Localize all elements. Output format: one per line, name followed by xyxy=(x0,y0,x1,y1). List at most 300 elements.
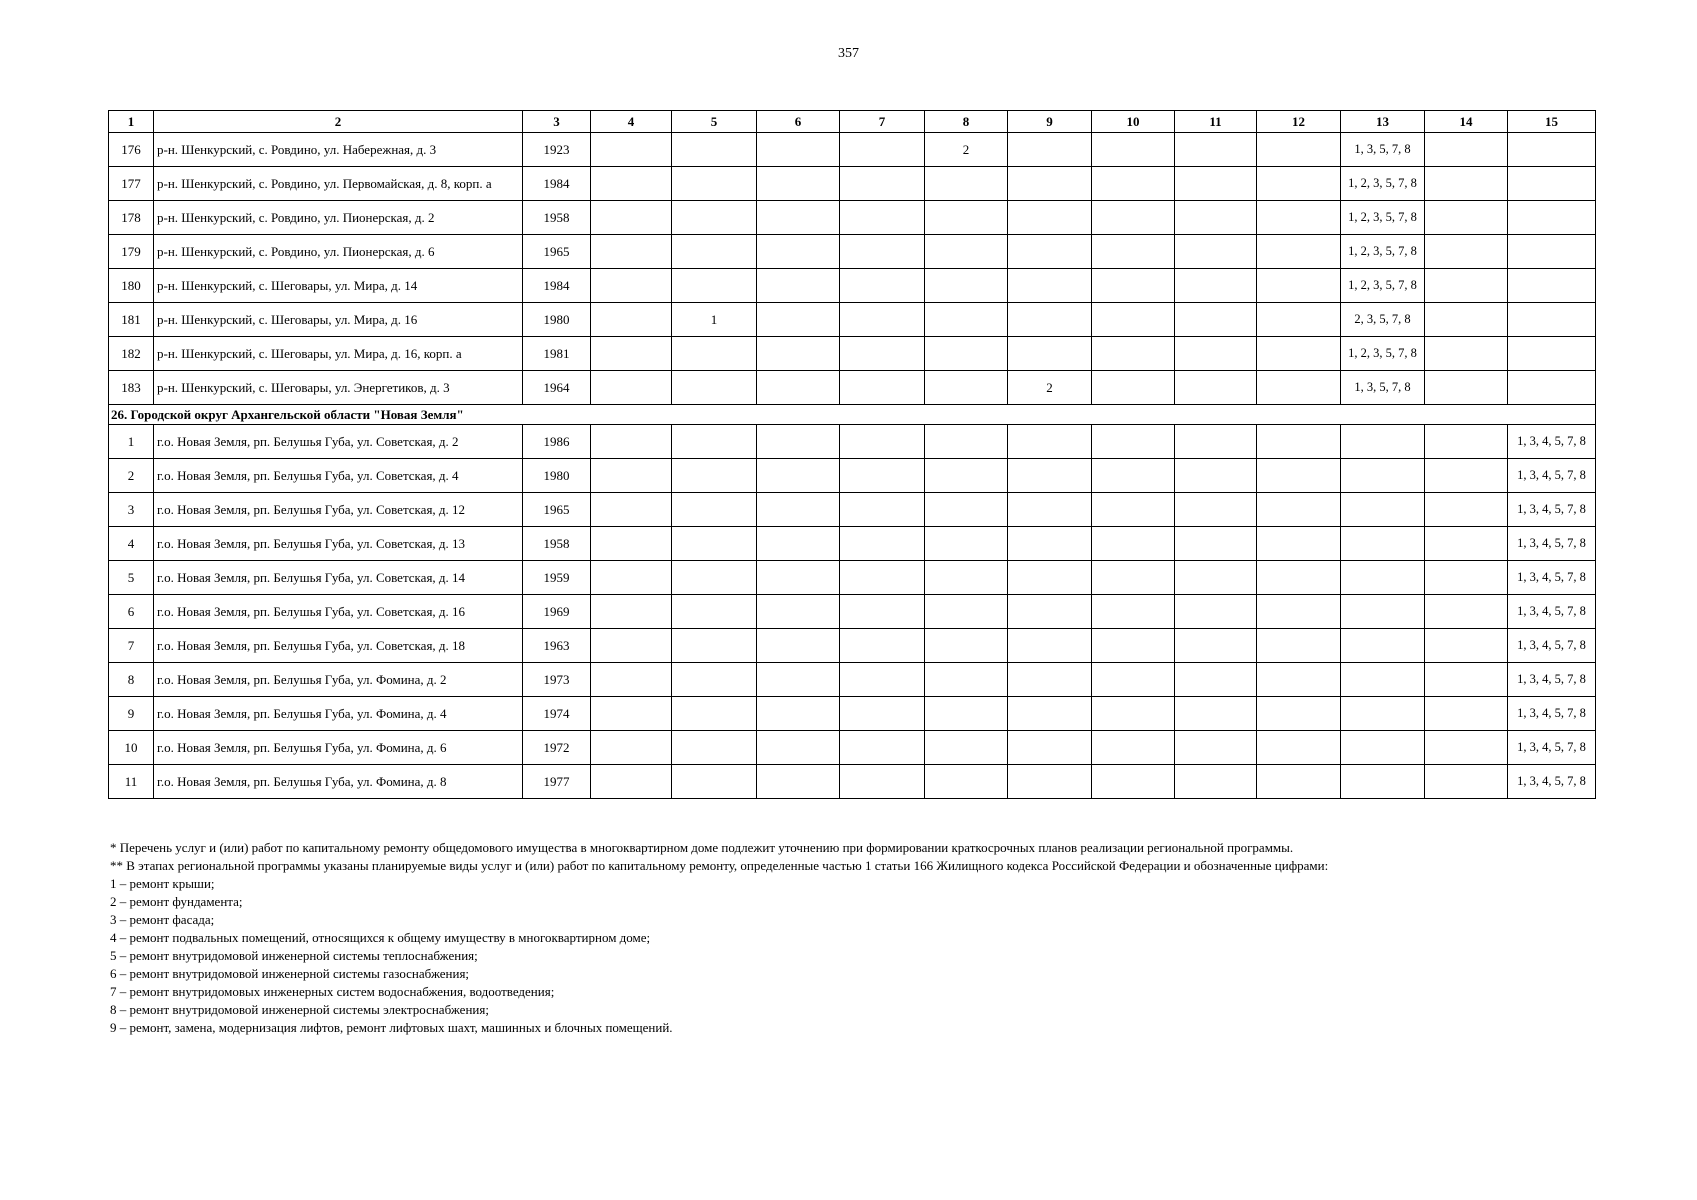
stage-cell-11 xyxy=(1175,235,1257,269)
stage-cell-11 xyxy=(1175,133,1257,167)
stage-cell-13: 1, 2, 3, 5, 7, 8 xyxy=(1341,167,1425,201)
stage-cell-14 xyxy=(1425,663,1508,697)
stage-cell-6 xyxy=(757,201,840,235)
stage-cell-7 xyxy=(840,629,925,663)
column-header-4: 4 xyxy=(591,111,672,133)
stage-cell-9 xyxy=(1008,235,1092,269)
stage-cell-14 xyxy=(1425,201,1508,235)
stage-cell-12 xyxy=(1257,527,1341,561)
stage-cell-13 xyxy=(1341,595,1425,629)
stage-cell-9 xyxy=(1008,493,1092,527)
stage-cell-10 xyxy=(1092,201,1175,235)
stage-cell-10 xyxy=(1092,561,1175,595)
stage-cell-4 xyxy=(591,133,672,167)
footnote-line: ** В этапах региональной программы указаны планируемые виды услуг и (или) работ по капитальному ремонту, определенные частью 1 статьи 166 Жилищного кодекса Российской Федерации и обозначенные цифрами: xyxy=(110,858,1329,873)
stage-cell-15: 1, 3, 4, 5, 7, 8 xyxy=(1508,459,1596,493)
stage-cell-11 xyxy=(1175,167,1257,201)
row-number-cell: 10 xyxy=(109,731,154,765)
stage-cell-10 xyxy=(1092,269,1175,303)
stage-cell-12 xyxy=(1257,629,1341,663)
stage-cell-5 xyxy=(672,697,757,731)
row-number-cell: 177 xyxy=(109,167,154,201)
stage-cell-6 xyxy=(757,697,840,731)
stage-cell-14 xyxy=(1425,765,1508,799)
stage-cell-12 xyxy=(1257,561,1341,595)
column-header-10: 10 xyxy=(1092,111,1175,133)
row-number-cell: 180 xyxy=(109,269,154,303)
stage-cell-13: 1, 2, 3, 5, 7, 8 xyxy=(1341,337,1425,371)
table-row xyxy=(109,167,1596,201)
stage-cell-8 xyxy=(925,303,1008,337)
stage-cell-14 xyxy=(1425,493,1508,527)
stage-cell-7 xyxy=(840,425,925,459)
stage-cell-5 xyxy=(672,371,757,405)
year-cell: 1969 xyxy=(523,595,591,629)
stage-cell-8 xyxy=(925,663,1008,697)
row-number-cell: 179 xyxy=(109,235,154,269)
stage-cell-9 xyxy=(1008,201,1092,235)
stage-cell-14 xyxy=(1425,269,1508,303)
stage-cell-14 xyxy=(1425,133,1508,167)
address-cell: р-н. Шенкурский, с. Шеговары, ул. Мира, д. 16, корп. а xyxy=(154,337,523,371)
year-cell: 1981 xyxy=(523,337,591,371)
column-header-9: 9 xyxy=(1008,111,1092,133)
row-number-cell: 9 xyxy=(109,697,154,731)
year-cell: 1980 xyxy=(523,303,591,337)
row-number-cell: 4 xyxy=(109,527,154,561)
stage-cell-9 xyxy=(1008,663,1092,697)
stage-cell-4 xyxy=(591,527,672,561)
column-header-13: 13 xyxy=(1341,111,1425,133)
stage-cell-8 xyxy=(925,765,1008,799)
stage-cell-15 xyxy=(1508,269,1596,303)
stage-cell-14 xyxy=(1425,731,1508,765)
stage-cell-12 xyxy=(1257,269,1341,303)
stage-cell-9: 2 xyxy=(1008,371,1092,405)
stage-cell-15: 1, 3, 4, 5, 7, 8 xyxy=(1508,493,1596,527)
stage-cell-4 xyxy=(591,235,672,269)
stage-cell-5 xyxy=(672,133,757,167)
row-number-cell: 183 xyxy=(109,371,154,405)
stage-cell-8 xyxy=(925,629,1008,663)
stage-cell-4 xyxy=(591,629,672,663)
row-number-cell: 5 xyxy=(109,561,154,595)
year-cell: 1986 xyxy=(523,425,591,459)
row-number-cell: 3 xyxy=(109,493,154,527)
row-number-cell: 176 xyxy=(109,133,154,167)
stage-cell-11 xyxy=(1175,459,1257,493)
stage-cell-10 xyxy=(1092,595,1175,629)
stage-cell-5 xyxy=(672,269,757,303)
stage-cell-13: 2, 3, 5, 7, 8 xyxy=(1341,303,1425,337)
address-cell: г.о. Новая Земля, рп. Белушья Губа, ул. Советская, д. 12 xyxy=(154,493,523,527)
stage-cell-13 xyxy=(1341,561,1425,595)
stage-cell-12 xyxy=(1257,371,1341,405)
stage-cell-11 xyxy=(1175,303,1257,337)
stage-cell-4 xyxy=(591,201,672,235)
stage-cell-5 xyxy=(672,765,757,799)
stage-cell-5 xyxy=(672,167,757,201)
stage-cell-15: 1, 3, 4, 5, 7, 8 xyxy=(1508,765,1596,799)
stage-cell-13 xyxy=(1341,765,1425,799)
year-cell: 1964 xyxy=(523,371,591,405)
stage-cell-4 xyxy=(591,425,672,459)
stage-cell-4 xyxy=(591,731,672,765)
stage-cell-5 xyxy=(672,493,757,527)
stage-cell-14 xyxy=(1425,697,1508,731)
stage-cell-10 xyxy=(1092,663,1175,697)
stage-cell-14 xyxy=(1425,459,1508,493)
stage-cell-4 xyxy=(591,337,672,371)
stage-cell-15 xyxy=(1508,371,1596,405)
stage-cell-13: 1, 3, 5, 7, 8 xyxy=(1341,133,1425,167)
stage-cell-10 xyxy=(1092,167,1175,201)
year-cell: 1977 xyxy=(523,765,591,799)
stage-cell-8 xyxy=(925,561,1008,595)
stage-cell-6 xyxy=(757,561,840,595)
stage-cell-5 xyxy=(672,629,757,663)
stage-cell-10 xyxy=(1092,493,1175,527)
stage-cell-15 xyxy=(1508,201,1596,235)
stage-cell-15: 1, 3, 4, 5, 7, 8 xyxy=(1508,561,1596,595)
stage-cell-11 xyxy=(1175,629,1257,663)
stage-cell-6 xyxy=(757,235,840,269)
column-header-15: 15 xyxy=(1508,111,1596,133)
footnote-line: 7 – ремонт внутридомовых инженерных систем водоснабжения, водоотведения; xyxy=(110,984,555,999)
column-header-3: 3 xyxy=(523,111,591,133)
stage-cell-15 xyxy=(1508,133,1596,167)
table-row xyxy=(109,371,1596,405)
stage-cell-7 xyxy=(840,303,925,337)
year-cell: 1963 xyxy=(523,629,591,663)
stage-cell-8 xyxy=(925,595,1008,629)
stage-cell-7 xyxy=(840,595,925,629)
stage-cell-10 xyxy=(1092,765,1175,799)
stage-cell-7 xyxy=(840,201,925,235)
stage-cell-13 xyxy=(1341,629,1425,663)
stage-cell-6 xyxy=(757,269,840,303)
address-cell: г.о. Новая Земля, рп. Белушья Губа, ул. Советская, д. 14 xyxy=(154,561,523,595)
stage-cell-10 xyxy=(1092,235,1175,269)
address-cell: г.о. Новая Земля, рп. Белушья Губа, ул. Советская, д. 16 xyxy=(154,595,523,629)
footnote-line: 9 – ремонт, замена, модернизация лифтов, ремонт лифтовых шахт, машинных и блочных помещений. xyxy=(110,1020,673,1035)
stage-cell-9 xyxy=(1008,629,1092,663)
stage-cell-14 xyxy=(1425,337,1508,371)
stage-cell-14 xyxy=(1425,561,1508,595)
stage-cell-10 xyxy=(1092,459,1175,493)
stage-cell-15: 1, 3, 4, 5, 7, 8 xyxy=(1508,663,1596,697)
stage-cell-8 xyxy=(925,731,1008,765)
stage-cell-11 xyxy=(1175,663,1257,697)
footnote-line: 2 – ремонт фундамента; xyxy=(110,894,243,909)
address-cell: г.о. Новая Земля, рп. Белушья Губа, ул. Советская, д. 13 xyxy=(154,527,523,561)
stage-cell-7 xyxy=(840,167,925,201)
address-cell: р-н. Шенкурский, с. Ровдино, ул. Пионерская, д. 2 xyxy=(154,201,523,235)
stage-cell-7 xyxy=(840,697,925,731)
stage-cell-15: 1, 3, 4, 5, 7, 8 xyxy=(1508,629,1596,663)
stage-cell-7 xyxy=(840,663,925,697)
table-row xyxy=(109,561,1596,595)
table-row xyxy=(109,425,1596,459)
stage-cell-15 xyxy=(1508,167,1596,201)
stage-cell-6 xyxy=(757,629,840,663)
address-cell: р-н. Шенкурский, с. Шеговары, ул. Энергетиков, д. 3 xyxy=(154,371,523,405)
stage-cell-14 xyxy=(1425,425,1508,459)
table-header xyxy=(109,111,1596,133)
stage-cell-6 xyxy=(757,337,840,371)
stage-cell-7 xyxy=(840,561,925,595)
footnote-line: 4 – ремонт подвальных помещений, относящихся к общему имуществу в многоквартирном доме; xyxy=(110,930,651,945)
stage-cell-12 xyxy=(1257,663,1341,697)
stage-cell-9 xyxy=(1008,527,1092,561)
column-header-8: 8 xyxy=(925,111,1008,133)
year-cell: 1980 xyxy=(523,459,591,493)
year-cell: 1973 xyxy=(523,663,591,697)
stage-cell-12 xyxy=(1257,337,1341,371)
column-header-1: 1 xyxy=(109,111,154,133)
stage-cell-8 xyxy=(925,459,1008,493)
address-cell: р-н. Шенкурский, с. Ровдино, ул. Набережная, д. 3 xyxy=(154,133,523,167)
stage-cell-15: 1, 3, 4, 5, 7, 8 xyxy=(1508,425,1596,459)
table-row xyxy=(109,303,1596,337)
stage-cell-9 xyxy=(1008,459,1092,493)
table-row xyxy=(109,697,1596,731)
stage-cell-9 xyxy=(1008,561,1092,595)
address-cell: г.о. Новая Земля, рп. Белушья Губа, ул. Советская, д. 2 xyxy=(154,425,523,459)
stage-cell-13 xyxy=(1341,459,1425,493)
stage-cell-15 xyxy=(1508,235,1596,269)
address-cell: г.о. Новая Земля, рп. Белушья Губа, ул. Фомина, д. 2 xyxy=(154,663,523,697)
stage-cell-10 xyxy=(1092,629,1175,663)
row-number-cell: 2 xyxy=(109,459,154,493)
stage-cell-12 xyxy=(1257,167,1341,201)
stage-cell-4 xyxy=(591,493,672,527)
stage-cell-11 xyxy=(1175,527,1257,561)
stage-cell-6 xyxy=(757,303,840,337)
row-number-cell: 1 xyxy=(109,425,154,459)
stage-cell-6 xyxy=(757,493,840,527)
stage-cell-9 xyxy=(1008,167,1092,201)
stage-cell-15: 1, 3, 4, 5, 7, 8 xyxy=(1508,595,1596,629)
stage-cell-5 xyxy=(672,459,757,493)
address-cell: г.о. Новая Земля, рп. Белушья Губа, ул. Советская, д. 18 xyxy=(154,629,523,663)
stage-cell-6 xyxy=(757,527,840,561)
stage-cell-4 xyxy=(591,371,672,405)
stage-cell-5 xyxy=(672,595,757,629)
stage-cell-6 xyxy=(757,731,840,765)
table-row xyxy=(109,459,1596,493)
address-cell: р-н. Шенкурский, с. Ровдино, ул. Пионерская, д. 6 xyxy=(154,235,523,269)
stage-cell-11 xyxy=(1175,765,1257,799)
table-row xyxy=(109,235,1596,269)
stage-cell-8 xyxy=(925,167,1008,201)
stage-cell-6 xyxy=(757,133,840,167)
column-header-7: 7 xyxy=(840,111,925,133)
year-cell: 1923 xyxy=(523,133,591,167)
stage-cell-11 xyxy=(1175,493,1257,527)
year-cell: 1958 xyxy=(523,201,591,235)
stage-cell-6 xyxy=(757,663,840,697)
stage-cell-6 xyxy=(757,167,840,201)
stage-cell-7 xyxy=(840,459,925,493)
stage-cell-9 xyxy=(1008,765,1092,799)
stage-cell-11 xyxy=(1175,337,1257,371)
stage-cell-13: 1, 2, 3, 5, 7, 8 xyxy=(1341,269,1425,303)
stage-cell-10 xyxy=(1092,133,1175,167)
stage-cell-5 xyxy=(672,201,757,235)
stage-cell-4 xyxy=(591,765,672,799)
stage-cell-6 xyxy=(757,595,840,629)
stage-cell-14 xyxy=(1425,303,1508,337)
stage-cell-9 xyxy=(1008,133,1092,167)
stage-cell-13 xyxy=(1341,425,1425,459)
stage-cell-12 xyxy=(1257,731,1341,765)
stage-cell-7 xyxy=(840,337,925,371)
stage-cell-13 xyxy=(1341,493,1425,527)
table-body xyxy=(109,133,1596,799)
year-cell: 1972 xyxy=(523,731,591,765)
column-header-6: 6 xyxy=(757,111,840,133)
table-row xyxy=(109,595,1596,629)
stage-cell-13: 1, 3, 5, 7, 8 xyxy=(1341,371,1425,405)
address-cell: г.о. Новая Земля, рп. Белушья Губа, ул. Советская, д. 4 xyxy=(154,459,523,493)
stage-cell-7 xyxy=(840,371,925,405)
address-cell: г.о. Новая Земля, рп. Белушья Губа, ул. Фомина, д. 8 xyxy=(154,765,523,799)
stage-cell-10 xyxy=(1092,527,1175,561)
address-cell: р-н. Шенкурский, с. Шеговары, ул. Мира, д. 16 xyxy=(154,303,523,337)
stage-cell-8 xyxy=(925,337,1008,371)
stage-cell-5 xyxy=(672,337,757,371)
section-title: 26. Городской округ Архангельской области "Новая Земля" xyxy=(109,405,1596,425)
stage-cell-5 xyxy=(672,235,757,269)
footnote-line: * Перечень услуг и (или) работ по капитальному ремонту общедомового имущества в многоквартирном доме подлежит уточнению при формировании краткосрочных планов реализации региональной программы. xyxy=(110,840,1294,855)
stage-cell-9 xyxy=(1008,595,1092,629)
stage-cell-9 xyxy=(1008,337,1092,371)
stage-cell-13 xyxy=(1341,731,1425,765)
stage-cell-8 xyxy=(925,493,1008,527)
table-row xyxy=(109,731,1596,765)
stage-cell-8 xyxy=(925,527,1008,561)
column-header-11: 11 xyxy=(1175,111,1257,133)
address-cell: р-н. Шенкурский, с. Шеговары, ул. Мира, д. 14 xyxy=(154,269,523,303)
stage-cell-6 xyxy=(757,459,840,493)
stage-cell-13: 1, 2, 3, 5, 7, 8 xyxy=(1341,235,1425,269)
year-cell: 1984 xyxy=(523,269,591,303)
stage-cell-9 xyxy=(1008,697,1092,731)
stage-cell-14 xyxy=(1425,629,1508,663)
stage-cell-12 xyxy=(1257,595,1341,629)
row-number-cell: 182 xyxy=(109,337,154,371)
stage-cell-5 xyxy=(672,731,757,765)
capital-repair-table xyxy=(108,110,1596,799)
stage-cell-6 xyxy=(757,425,840,459)
year-cell: 1965 xyxy=(523,235,591,269)
year-cell: 1965 xyxy=(523,493,591,527)
stage-cell-4 xyxy=(591,663,672,697)
footnote-line: 6 – ремонт внутридомовой инженерной системы газоснабжения; xyxy=(110,966,470,981)
stage-cell-5 xyxy=(672,425,757,459)
stage-cell-12 xyxy=(1257,303,1341,337)
stage-cell-6 xyxy=(757,765,840,799)
footnote-line: 1 – ремонт крыши; xyxy=(110,876,215,891)
stage-cell-11 xyxy=(1175,731,1257,765)
footnotes xyxy=(110,839,1410,1037)
stage-cell-12 xyxy=(1257,493,1341,527)
table-row xyxy=(109,527,1596,561)
stage-cell-11 xyxy=(1175,371,1257,405)
table-row xyxy=(109,493,1596,527)
stage-cell-7 xyxy=(840,527,925,561)
stage-cell-13: 1, 2, 3, 5, 7, 8 xyxy=(1341,201,1425,235)
stage-cell-4 xyxy=(591,269,672,303)
stage-cell-15: 1, 3, 4, 5, 7, 8 xyxy=(1508,697,1596,731)
stage-cell-10 xyxy=(1092,371,1175,405)
stage-cell-15: 1, 3, 4, 5, 7, 8 xyxy=(1508,527,1596,561)
stage-cell-12 xyxy=(1257,133,1341,167)
stage-cell-10 xyxy=(1092,303,1175,337)
row-number-cell: 6 xyxy=(109,595,154,629)
stage-cell-15 xyxy=(1508,303,1596,337)
table-row xyxy=(109,629,1596,663)
stage-cell-5 xyxy=(672,663,757,697)
column-header-12: 12 xyxy=(1257,111,1341,133)
stage-cell-14 xyxy=(1425,595,1508,629)
stage-cell-7 xyxy=(840,235,925,269)
stage-cell-4 xyxy=(591,459,672,493)
row-number-cell: 8 xyxy=(109,663,154,697)
stage-cell-11 xyxy=(1175,425,1257,459)
year-cell: 1974 xyxy=(523,697,591,731)
address-cell: г.о. Новая Земля, рп. Белушья Губа, ул. Фомина, д. 4 xyxy=(154,697,523,731)
stage-cell-11 xyxy=(1175,201,1257,235)
row-number-cell: 7 xyxy=(109,629,154,663)
stage-cell-12 xyxy=(1257,235,1341,269)
stage-cell-8 xyxy=(925,697,1008,731)
address-cell: р-н. Шенкурский, с. Ровдино, ул. Первомайская, д. 8, корп. а xyxy=(154,167,523,201)
stage-cell-8 xyxy=(925,371,1008,405)
stage-cell-5 xyxy=(672,561,757,595)
row-number-cell: 11 xyxy=(109,765,154,799)
stage-cell-9 xyxy=(1008,425,1092,459)
column-header-14: 14 xyxy=(1425,111,1508,133)
page-number: 357 xyxy=(838,46,859,61)
stage-cell-8 xyxy=(925,425,1008,459)
stage-cell-5 xyxy=(672,527,757,561)
row-number-cell: 178 xyxy=(109,201,154,235)
stage-cell-14 xyxy=(1425,527,1508,561)
table-row xyxy=(109,663,1596,697)
stage-cell-8: 2 xyxy=(925,133,1008,167)
stage-cell-4 xyxy=(591,303,672,337)
stage-cell-4 xyxy=(591,595,672,629)
stage-cell-14 xyxy=(1425,371,1508,405)
stage-cell-4 xyxy=(591,697,672,731)
section-row xyxy=(109,405,1596,425)
header-row xyxy=(109,111,1596,133)
stage-cell-12 xyxy=(1257,697,1341,731)
stage-cell-10 xyxy=(1092,697,1175,731)
stage-cell-7 xyxy=(840,731,925,765)
address-cell: г.о. Новая Земля, рп. Белушья Губа, ул. Фомина, д. 6 xyxy=(154,731,523,765)
stage-cell-13 xyxy=(1341,697,1425,731)
stage-cell-8 xyxy=(925,235,1008,269)
footnote-line: 8 – ремонт внутридомовой инженерной системы электроснабжения; xyxy=(110,1002,489,1017)
stage-cell-12 xyxy=(1257,425,1341,459)
stage-cell-15: 1, 3, 4, 5, 7, 8 xyxy=(1508,731,1596,765)
stage-cell-11 xyxy=(1175,595,1257,629)
stage-cell-12 xyxy=(1257,201,1341,235)
stage-cell-13 xyxy=(1341,527,1425,561)
